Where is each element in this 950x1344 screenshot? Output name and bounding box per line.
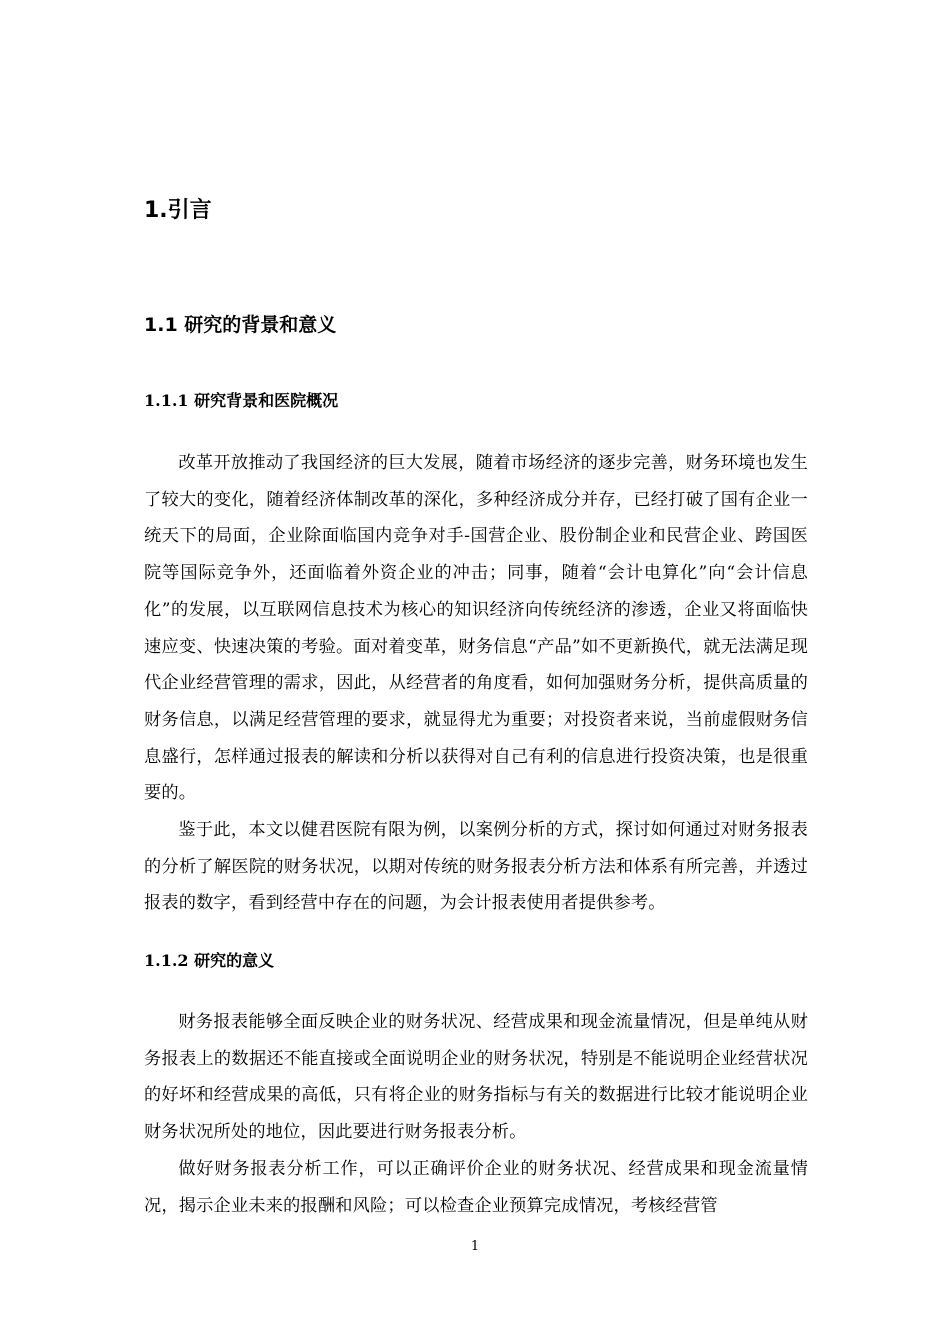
subsection-heading-significance: 1.1.2 研究的意义 — [144, 951, 275, 970]
page-number: 1 — [470, 1239, 480, 1254]
chapter-heading: 1.引言 — [144, 198, 212, 223]
section-heading: 1.1 研究的背景和意义 — [144, 314, 337, 336]
paragraph-significance: 财务报表能够全面反映企业的财务状况、经营成果和现金流量情况，但是单纯从财务报表上的数据还不能直接或全面说明企业的财务状况，特别是不能说明企业经营状况的好坏和经营成果的高低，只有将企业的财务指标与有关的数据进行比较才能说明企业财务状况所处的地位，因此要进行财务报表分析。 — [144, 1012, 808, 1143]
paragraph-analysis-work: 做好财务报表分析工作，可以正确评价企业的财务状况、经营成果和现金流量情况，揭示企业未来的报酬和风险；可以检查企业预算完成情况，考核经营管 — [144, 1159, 808, 1216]
paragraph-background: 改革开放推动了我国经济的巨大发展，随着市场经济的逐步完善，财务环境也发生了较大的变化，随着经济体制改革的深化，多种经济成分并存，已经打破了国有企业一统天下的局面，企业除面临国内竞争对手-国营企业、股份制企业和民营企业、跨国医院等国际竞争外，还面临着外资企业的冲击；同事，随着“会计电算化”向“会计信息化”的发展，以互联网信息技术为核心的知识经济向传统经济的渗透，企业又将面临快速应变、快速决策的考验。面对着变革，财务信息“产品”如不更新换代，就无法满足现代企业经营管理的需求，因此，从经营者的角度看，如何加强财务分析，提供高质量的财务信息，以满足经营管理的要求，就显得尤为重要；对投资者来说，当前虚假财务信息盛行，怎样通过报表的解读和分析以获得对自己有利的信息进行投资决策，也是很重要的。 — [144, 453, 808, 804]
subsection-heading-background: 1.1.1 研究背景和医院概况 — [144, 391, 339, 410]
paragraph-purpose: 鉴于此，本文以健君医院有限为例，以案例分析的方式，探讨如何通过对财务报表的分析了解医院的财务状况，以期对传统的财务报表分析方法和体系有所完善，并透过报表的数字，看到经营中存在的问题，为会计报表使用者提供参考。 — [144, 820, 808, 914]
